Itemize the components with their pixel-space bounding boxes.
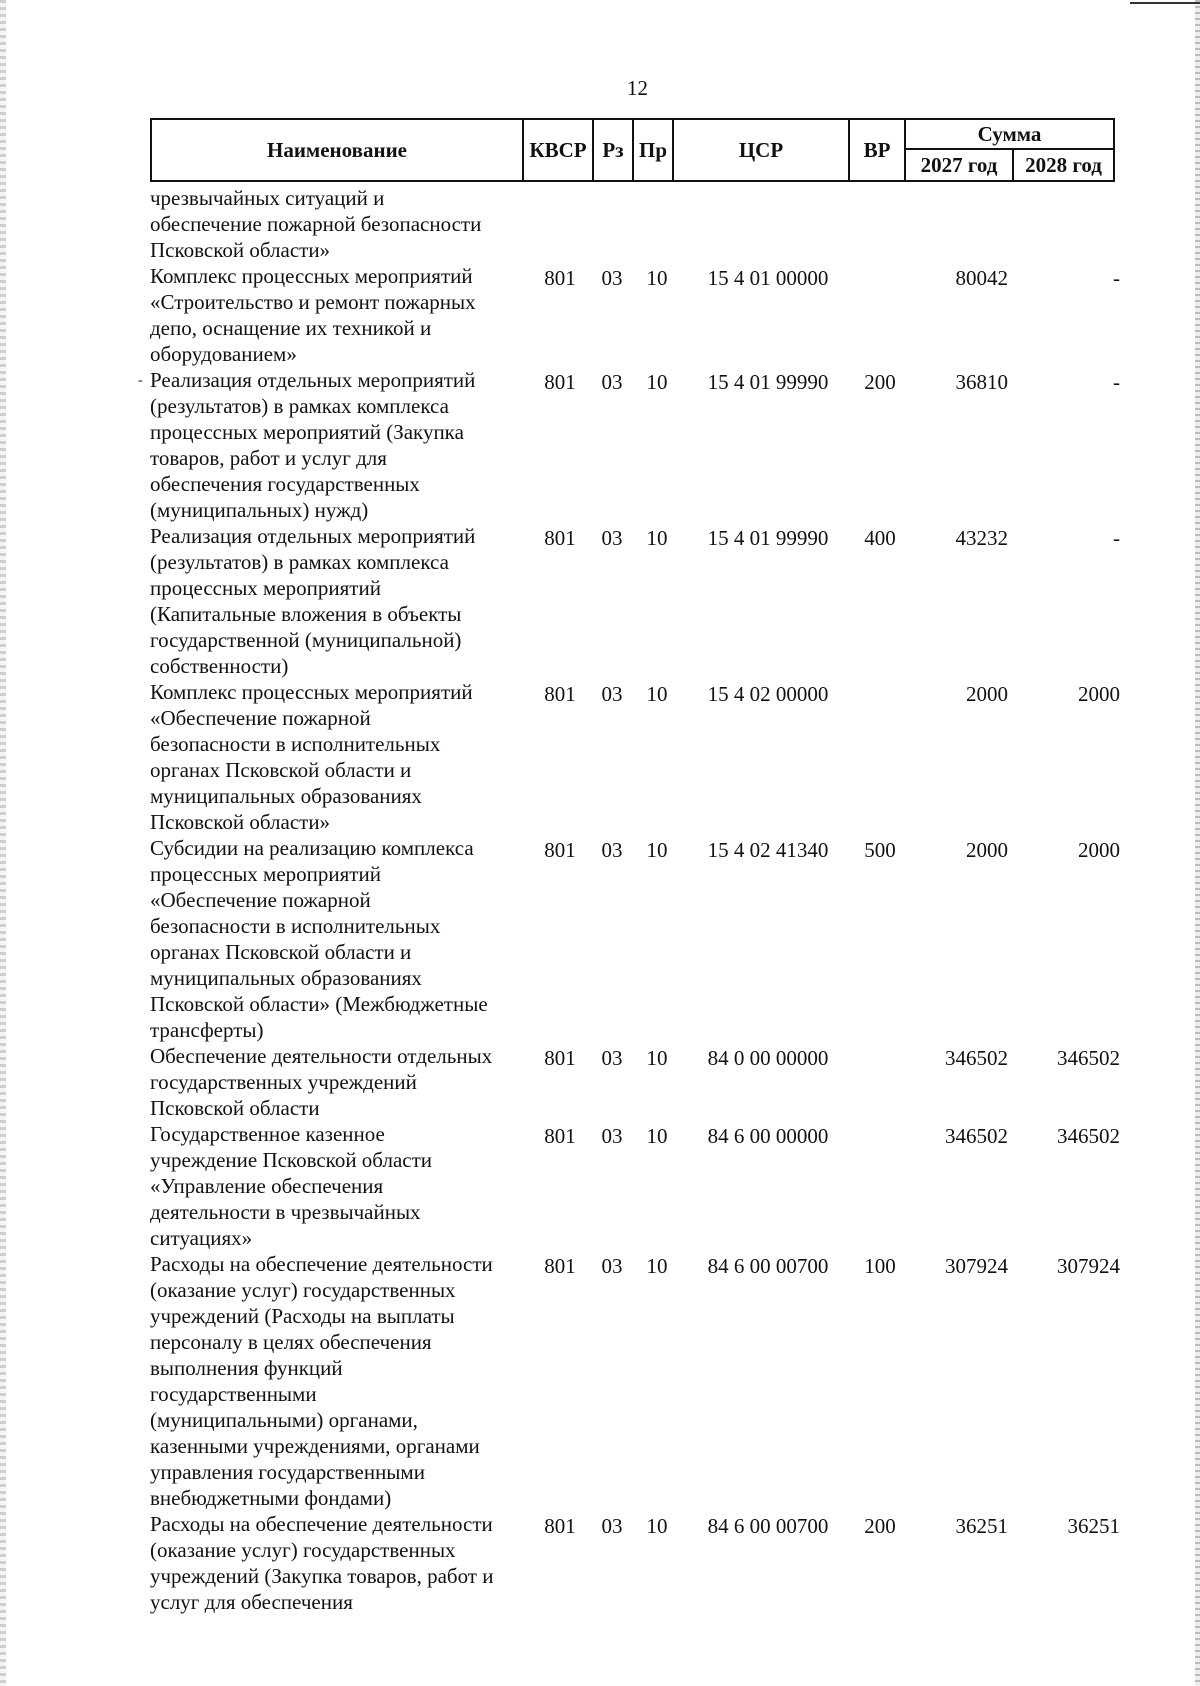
row-pr: 10	[646, 682, 668, 706]
row-rz: 03	[601, 370, 623, 394]
table-row	[150, 185, 1120, 263]
row-name: Расходы на обеспечение деятельности (оказание услуг) государственных учреждений (Закупка товаров, работ и услуг для обеспечения	[150, 1512, 494, 1614]
row-rz: 03	[601, 526, 623, 550]
header-rz: Рз	[592, 120, 632, 180]
row-kvsr: 801	[544, 266, 576, 290]
row-rz: 03	[601, 1124, 623, 1148]
table-body	[150, 185, 1120, 1615]
row-sum-2027: 307924	[945, 1254, 1008, 1278]
row-pr: 10	[646, 838, 668, 862]
table-row	[150, 1043, 1120, 1121]
row-sum-2028: -	[1113, 526, 1120, 550]
row-csr: 15 4 02 00000	[707, 682, 829, 706]
row-vr: 200	[864, 1514, 896, 1538]
header-pr: Пр	[632, 120, 672, 180]
row-name: чрезвычайных ситуаций и обеспечение пожарной безопасности Псковской области»	[150, 186, 482, 262]
row-pr: 10	[646, 1046, 668, 1070]
row-sum-2027: 2000	[966, 838, 1008, 862]
header-year-2027: 2027 год	[904, 150, 1012, 180]
table-row	[150, 1511, 1120, 1615]
table-row	[150, 367, 1120, 523]
table-row	[150, 1121, 1120, 1251]
row-sum-2028: 307924	[1057, 1254, 1120, 1278]
row-pr: 10	[646, 266, 668, 290]
table-row	[150, 1251, 1120, 1511]
table-row	[150, 835, 1120, 1043]
header-kvsr: КВСР	[522, 120, 592, 180]
margin-mark: -	[138, 373, 143, 388]
row-sum-2028: 2000	[1078, 838, 1120, 862]
row-name: Обеспечение деятельности отдельных государственных учреждений Псковской области	[150, 1044, 493, 1120]
table-row	[150, 523, 1120, 679]
row-sum-2027: 36251	[955, 1514, 1008, 1538]
row-csr: 15 4 01 99990	[707, 526, 829, 550]
row-sum-2027: 346502	[945, 1124, 1008, 1148]
row-vr: 400	[864, 526, 896, 550]
page-number: 12	[627, 76, 648, 100]
table-row	[150, 679, 1120, 835]
row-pr: 10	[646, 1254, 668, 1278]
row-vr: 500	[864, 838, 896, 862]
row-kvsr: 801	[544, 682, 576, 706]
row-rz: 03	[601, 682, 623, 706]
row-rz: 03	[601, 1046, 623, 1070]
row-name: Субсидии на реализацию комплекса процессных мероприятий «Обеспечение пожарной безопасности в исполнительных органах Псковской области и муниципальных образованиях Псковской области» (Межбюджетные трансферты)	[150, 836, 488, 1042]
table-row	[150, 263, 1120, 367]
scan-edge-right	[1195, 0, 1200, 1686]
row-csr: 84 6 00 00000	[707, 1124, 829, 1148]
row-rz: 03	[601, 1254, 623, 1278]
row-sum-2028: 2000	[1078, 682, 1120, 706]
row-csr: 84 6 00 00700	[707, 1514, 829, 1538]
row-sum-2027: 43232	[955, 526, 1008, 550]
row-kvsr: 801	[544, 1124, 576, 1148]
row-name: Государственное казенное учреждение Псковской области «Управление обеспечения деятельности в чрезвычайных ситуациях»	[150, 1122, 433, 1250]
row-sum-2027: 2000	[966, 682, 1008, 706]
row-vr: 100	[864, 1254, 896, 1278]
row-sum-2027: 36810	[955, 370, 1008, 394]
row-csr: 84 0 00 00000	[707, 1046, 829, 1070]
row-kvsr: 801	[544, 526, 576, 550]
row-csr: 15 4 02 41340	[707, 838, 829, 862]
row-vr: 200	[864, 370, 896, 394]
table-header	[150, 118, 1115, 182]
row-sum-2028: -	[1113, 370, 1120, 394]
row-kvsr: 801	[544, 370, 576, 394]
row-sum-2027: 80042	[955, 266, 1008, 290]
row-pr: 10	[646, 370, 668, 394]
header-csr: ЦСР	[672, 120, 848, 180]
row-sum-2028: 346502	[1057, 1046, 1120, 1070]
row-name: Расходы на обеспечение деятельности (оказание услуг) государственных учреждений (Расходы на выплаты персоналу в целях обеспечения выполнения функций государственными (муниципальными) органами, казенными учреждениями, органами управления государственными внебюджетными фондами)	[150, 1252, 493, 1510]
row-csr: 15 4 01 00000	[707, 266, 829, 290]
row-name: Комплекс процессных мероприятий «Строительство и ремонт пожарных депо, оснащение их техникой и оборудованием»	[150, 264, 476, 366]
scan-top-line	[1130, 2, 1200, 4]
row-sum-2028: 36251	[1067, 1514, 1120, 1538]
row-sum-2027: 346502	[945, 1046, 1008, 1070]
scan-edge-left	[0, 0, 6, 1686]
row-name: Комплекс процессных мероприятий «Обеспечение пожарной безопасности в исполнительных органах Псковской области и муниципальных образованиях Псковской области»	[150, 680, 473, 834]
row-rz: 03	[601, 266, 623, 290]
row-name: Реализация отдельных мероприятий (результатов) в рамках комплекса процессных мероприятий (Капитальные вложения в объекты государственной (муниципальной) собственности)	[150, 524, 476, 678]
row-kvsr: 801	[544, 1254, 576, 1278]
row-sum-2028: 346502	[1057, 1124, 1120, 1148]
row-kvsr: 801	[544, 838, 576, 862]
row-rz: 03	[601, 1514, 623, 1538]
header-name: Наименование	[267, 137, 407, 162]
row-pr: 10	[646, 1124, 668, 1148]
row-kvsr: 801	[544, 1514, 576, 1538]
row-rz: 03	[601, 838, 623, 862]
header-year-2028: 2028 год	[1012, 150, 1113, 180]
row-csr: 15 4 01 99990	[707, 370, 829, 394]
row-pr: 10	[646, 1514, 668, 1538]
row-pr: 10	[646, 526, 668, 550]
row-sum-2028: -	[1113, 266, 1120, 290]
header-vr: ВР	[848, 120, 904, 180]
row-name: Реализация отдельных мероприятий (результатов) в рамках комплекса процессных мероприятий (Закупка товаров, работ и услуг для обеспечения государственных (муниципальных) нужд)	[150, 368, 476, 522]
header-sum: Сумма	[904, 120, 1113, 150]
row-csr: 84 6 00 00700	[707, 1254, 829, 1278]
row-kvsr: 801	[544, 1046, 576, 1070]
